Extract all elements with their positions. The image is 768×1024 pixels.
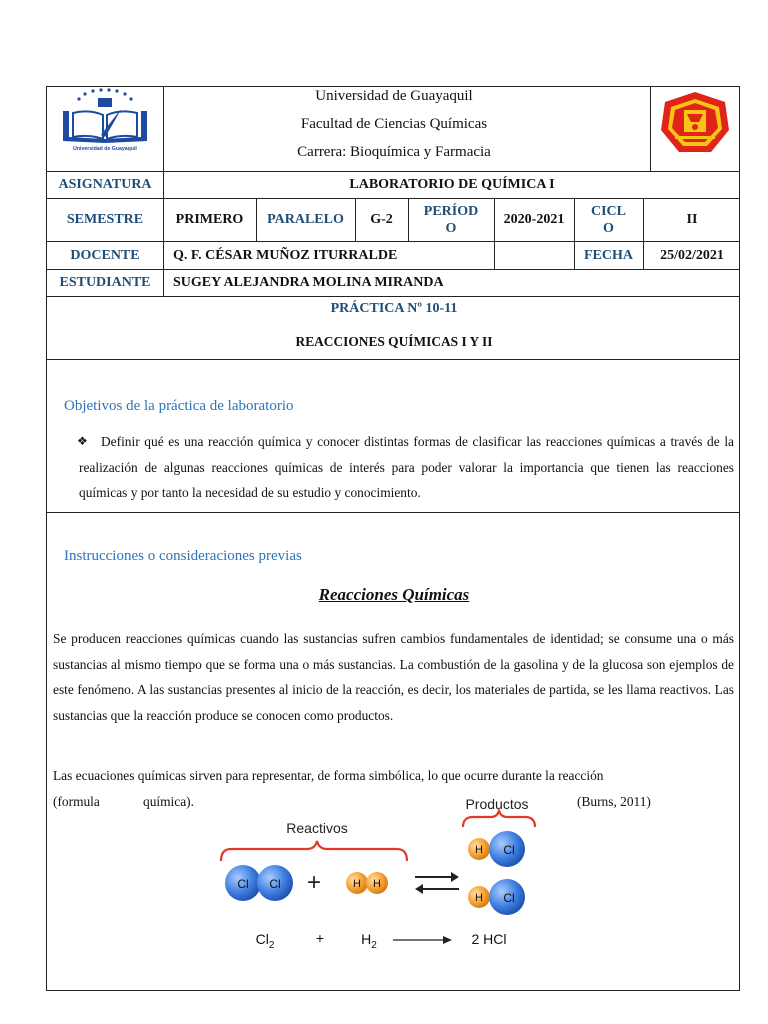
equation-plus: + bbox=[315, 930, 325, 946]
university-name: Universidad de Guayaquil bbox=[315, 88, 473, 104]
objectives-bullet bbox=[79, 429, 734, 506]
practica-title: REACCIONES QUÍMICAS I Y II bbox=[295, 333, 493, 349]
equilibrium-arrows-icon bbox=[415, 872, 459, 894]
paragraph-formula-b: química). bbox=[143, 794, 194, 809]
hcl-2-cl-label: Cl bbox=[503, 891, 515, 905]
estudiante-value: SUGEY ALEJANDRA MOLINA MIRANDA bbox=[173, 275, 444, 290]
objectives-title: Objetivos de la práctica de laboratorio bbox=[64, 398, 294, 414]
productos-brace bbox=[463, 811, 535, 827]
paragraph-reactions: Se producen reacciones químicas cuando las sustancias sufren cambios fundamentales de identidad; se consume una o más sustancias al mismo tiempo que se forma una o más sustancias. La combustión de la gasolina y de la glucosa son ejemplos de este fenómeno. A las sustancias presentes al inicio de la reacción, es decir, los materiales de partida, se les llama reactivos. Las sustancias que la reacción produce se conocen como productos. bbox=[53, 631, 734, 723]
hcl-1-cl-label: Cl bbox=[503, 843, 515, 857]
semestre-label: SEMESTRE bbox=[66, 212, 144, 227]
equation-cl2 bbox=[256, 931, 275, 951]
reaction-diagram bbox=[207, 791, 547, 961]
citation: (Burns, 2011) bbox=[577, 794, 651, 809]
equation-h2 bbox=[361, 931, 377, 951]
cl-atom-1-label: Cl bbox=[237, 877, 249, 891]
hcl-1-h-label: H bbox=[475, 844, 483, 856]
h-atom-2-label: H bbox=[373, 878, 381, 890]
document-frame bbox=[46, 86, 740, 991]
periodo-label bbox=[408, 198, 494, 241]
equation-cl-subscript: 2 bbox=[268, 940, 275, 951]
diamond-bullet-icon: ❖ bbox=[77, 434, 88, 448]
equation-product: 2 HCl bbox=[471, 931, 507, 947]
periodo-value: 2020-2021 bbox=[503, 212, 565, 227]
career-name: Carrera: Bioquímica y Farmacia bbox=[297, 144, 491, 160]
ciclo-label bbox=[574, 198, 643, 241]
paragraph-formula-a: (formula bbox=[53, 794, 100, 809]
reaction-arrow-icon bbox=[393, 936, 452, 944]
periodo-label-line2: O bbox=[445, 220, 457, 236]
paralelo-label: PARALELO bbox=[267, 212, 344, 227]
logo-caption: Universidad de Guayaquil bbox=[73, 146, 137, 152]
ciclo-label-line1: CICL bbox=[590, 203, 626, 219]
paralelo-value: G-2 bbox=[370, 212, 393, 227]
h-atom-1-label: H bbox=[353, 878, 361, 890]
fecha-value: 25/02/2021 bbox=[660, 247, 724, 263]
docente-value: Q. F. CÉSAR MUÑOZ ITURRALDE bbox=[173, 247, 398, 263]
equation-h: H bbox=[361, 931, 372, 947]
ciclo-value: II bbox=[686, 212, 698, 227]
reactivos-label: Reactivos bbox=[286, 820, 348, 836]
periodo-label-line1: PERÍOD bbox=[423, 203, 479, 219]
hcl-2-h-label: H bbox=[475, 892, 483, 904]
objectives-text: Definir qué es una reacción química y conocer distintas formas de clasificar las reacciones químicas a través de la realización de algunas reacciones químicas de interés para poder valorar la importancia que tienen las reacciones químicas y por tanto la necesidad de su estudio y conocimiento. bbox=[79, 434, 734, 500]
reactions-heading: Reacciones Químicas bbox=[318, 585, 470, 604]
asignatura-value: LABORATORIO DE QUÍMICA I bbox=[349, 177, 555, 192]
docente-label: DOCENTE bbox=[70, 247, 140, 263]
university-logo bbox=[55, 87, 155, 171]
practica-number: PRÁCTICA Nº 10-11 bbox=[330, 300, 458, 316]
estudiante-label: ESTUDIANTE bbox=[59, 275, 151, 290]
cl-atom-2-label: Cl bbox=[269, 877, 281, 891]
reactivos-brace bbox=[221, 841, 407, 861]
fecha-label: FECHA bbox=[584, 247, 633, 263]
paragraph-equations: Las ecuaciones químicas sirven para representar, de forma simbólica, lo que ocurre durante la reacción bbox=[53, 768, 604, 783]
ciclo-label-line2: O bbox=[603, 220, 614, 236]
plus-sign: + bbox=[306, 869, 322, 896]
productos-label: Productos bbox=[465, 796, 529, 812]
equation-cl: Cl bbox=[255, 931, 269, 947]
instructions-title: Instrucciones o consideraciones previas bbox=[64, 548, 302, 564]
faculty-name: Facultad de Ciencias Químicas bbox=[300, 116, 488, 132]
semestre-value: PRIMERO bbox=[175, 212, 244, 227]
faculty-seal-icon bbox=[657, 90, 733, 158]
asignatura-label: ASIGNATURA bbox=[58, 177, 152, 192]
equation-h-subscript: 2 bbox=[371, 940, 377, 951]
